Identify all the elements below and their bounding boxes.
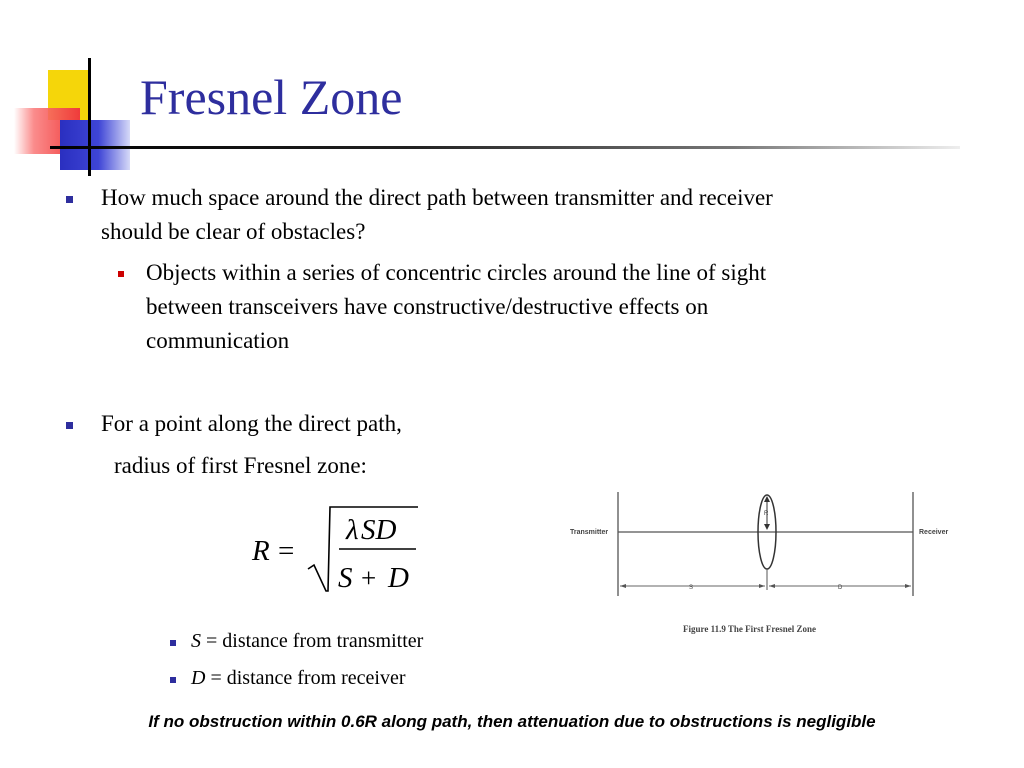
def-d bbox=[191, 664, 406, 692]
r-arrowhead-bottom bbox=[764, 524, 770, 530]
d-arrow-right bbox=[905, 584, 911, 588]
slide-title: Fresnel Zone bbox=[140, 69, 403, 125]
d-arrow-left bbox=[769, 584, 775, 588]
s-arrow-right bbox=[759, 584, 765, 588]
fresnel-formula bbox=[250, 503, 430, 603]
def-bullet-marker bbox=[170, 677, 176, 683]
formula-lambda: λ bbox=[346, 514, 359, 546]
formula-equals: = bbox=[278, 535, 295, 567]
r-label: R bbox=[764, 511, 769, 517]
title-underline bbox=[50, 146, 960, 149]
s-label: S bbox=[689, 585, 694, 591]
bullet-2-text: For a point along the direct path, bbox=[101, 411, 402, 436]
def-s-var: S bbox=[191, 630, 201, 652]
formula-lhs: R bbox=[252, 535, 270, 567]
bullet-1-line-2: should be clear of obstacles? bbox=[101, 219, 366, 244]
sub-bullet-line-2: between transceivers have constructive/destructive effects on bbox=[146, 294, 709, 319]
footer-note: If no obstruction within 0.6R along path, then attenuation due to obstructions is negligible bbox=[148, 712, 876, 731]
s-arrow-left bbox=[620, 584, 626, 588]
transmitter-label: Transmitter bbox=[570, 529, 609, 536]
def-d-var: D bbox=[191, 667, 206, 689]
formula-den-plus: + bbox=[361, 563, 377, 593]
sub-bullet-marker bbox=[118, 271, 124, 277]
formula-numerator: SD bbox=[361, 514, 397, 546]
d-label: D bbox=[838, 585, 843, 591]
decor-blue-square bbox=[60, 120, 130, 170]
bullet-marker bbox=[66, 422, 73, 429]
def-d-text: = distance from receiver bbox=[205, 667, 406, 689]
receiver-label: Receiver bbox=[919, 529, 949, 536]
decor-vertical-line bbox=[88, 58, 91, 176]
def-s bbox=[191, 627, 423, 655]
sub-bullet-line-3: communication bbox=[146, 328, 290, 353]
bullet-2-continuation: radius of first Fresnel zone: bbox=[114, 453, 367, 478]
def-bullet-marker bbox=[170, 640, 176, 646]
fresnel-zone-figure bbox=[568, 488, 958, 638]
bullet-marker bbox=[66, 196, 73, 203]
sub-bullet-line-1: Objects within a series of concentric circles around the line of sight bbox=[146, 260, 767, 285]
formula-den-d: D bbox=[388, 562, 409, 594]
figure-caption: Figure 11.9 The First Fresnel Zone bbox=[683, 624, 816, 634]
def-s-text: = distance from transmitter bbox=[201, 630, 424, 652]
formula-den-s: S bbox=[338, 562, 353, 594]
bullet-1-line-1: How much space around the direct path between transmitter and receiver bbox=[101, 185, 773, 210]
